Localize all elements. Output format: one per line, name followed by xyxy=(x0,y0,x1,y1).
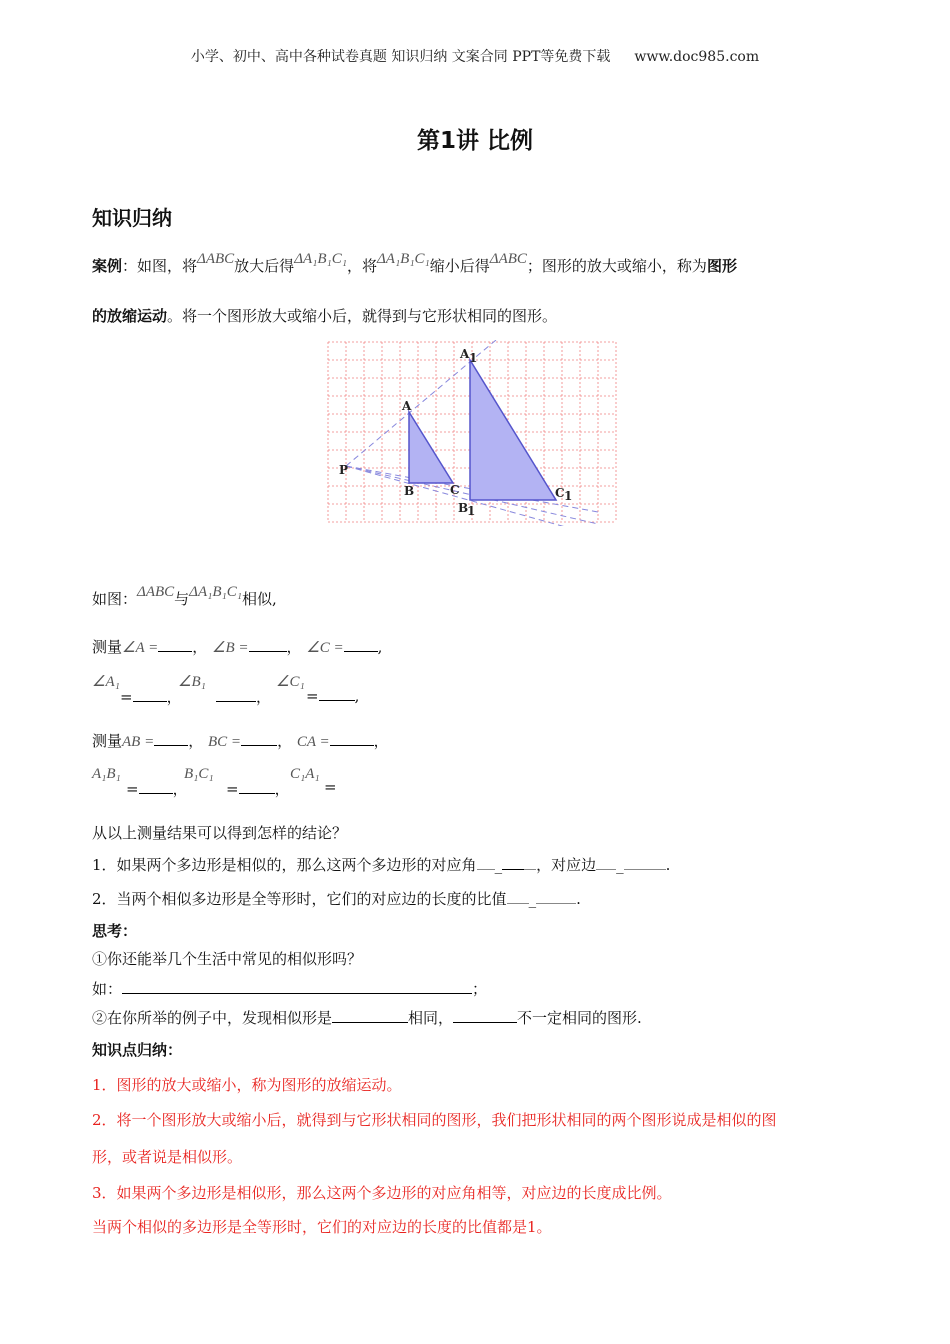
math-abc-2: ΔABC xyxy=(489,251,527,267)
label-b1: B xyxy=(458,501,469,515)
blank-think-q1[interactable] xyxy=(122,979,472,994)
measure-seg-c1a1-eq xyxy=(324,778,337,796)
conclusion-2 xyxy=(92,888,581,909)
similar-line xyxy=(92,584,277,609)
bold-term-2: 的放缩运动 xyxy=(92,307,168,325)
think-q1-answer xyxy=(92,978,487,999)
example-label: 案例 xyxy=(92,257,123,275)
think-q1: ①你还能举几个生活中常见的相似形吗？ xyxy=(92,950,363,968)
similar-triangles-figure xyxy=(326,340,618,530)
summary-item-2-cont: 形，或者说是相似形。 xyxy=(92,1148,243,1166)
summary-item-2: 2．将一个图形放大或缩小后，就得到与它形状相同的图形，我们把形状相同的两个图形说成是相似的图 xyxy=(92,1111,777,1129)
blank-conclusion-1a-left[interactable] xyxy=(477,855,495,870)
blank-conclusion-2-left[interactable] xyxy=(507,889,529,904)
example-text-a: ：如图，将 xyxy=(122,257,198,275)
blank-think-q2-a[interactable] xyxy=(332,1008,408,1023)
blank-ab[interactable] xyxy=(154,731,188,746)
think-q1-end: ； xyxy=(472,980,488,998)
comma: ， xyxy=(166,688,182,706)
measure-angles-row-2 xyxy=(92,672,120,691)
label-p: P xyxy=(339,463,349,477)
label-a1: A xyxy=(460,347,470,361)
math-a1b1c1-2: ΔA₁B₁C₁ xyxy=(376,251,430,267)
measure-angles-row-1 xyxy=(92,636,382,657)
blank-angle-b1[interactable] xyxy=(216,687,256,702)
angle-c: ∠C = xyxy=(306,640,344,656)
example-line-2 xyxy=(92,305,557,326)
label-b1-sub: 1 xyxy=(467,504,476,518)
blank-think-q2-b[interactable] xyxy=(453,1008,517,1023)
summary-item-1: 1．图形的放大或缩小，称为图形的放缩运动。 xyxy=(92,1076,402,1094)
segment-ca: CA = xyxy=(296,734,330,750)
blank-angle-a[interactable] xyxy=(158,637,192,652)
measure-seg-a1b1 xyxy=(92,764,121,783)
similar-suffix: 相似, xyxy=(241,590,277,608)
triangle-abc xyxy=(409,412,453,483)
comma: , xyxy=(377,638,383,656)
think-q2-b: 相同， xyxy=(408,1009,454,1027)
measure-seg-b1c1-blank xyxy=(226,778,290,799)
comma: ， xyxy=(188,732,204,750)
conclusion-1-mark-1: _ xyxy=(494,856,503,874)
segment-b1c1: B₁C₁ xyxy=(184,766,214,782)
conclusion-1 xyxy=(92,854,670,875)
label-a: A xyxy=(402,399,412,413)
example-line-1 xyxy=(92,251,737,276)
math-a1b1c1: ΔA₁B₁C₁ xyxy=(294,251,347,267)
comma: ， xyxy=(274,780,290,798)
triangle-a1b1c1 xyxy=(470,360,556,500)
blank-conclusion-1b-left[interactable] xyxy=(596,855,616,870)
measure-angle-c1-blank xyxy=(306,686,359,705)
label-c: C xyxy=(450,483,460,497)
conclusion-1-text-a: 如果两个多边形是相似的，那么这两个多边形的对应角 xyxy=(116,856,477,874)
math-a1b1c1-3: ΔA₁B₁C₁ xyxy=(189,584,242,600)
math-abc-3: ΔABC xyxy=(137,584,175,600)
summary-item-3: 3．如果两个多边形是相似形，那么这两个多边形的对应角相等，对应边的长度成比例。 xyxy=(92,1184,672,1202)
blank-a1b1[interactable] xyxy=(139,779,173,794)
blank-conclusion-1a-right[interactable] xyxy=(524,855,536,870)
blank-angle-c1[interactable] xyxy=(319,686,355,701)
angle-a1: ∠A₁ xyxy=(92,674,120,690)
conclusion-2-num: 2． xyxy=(92,890,117,908)
conclusion-1-text-b: ，对应边 xyxy=(536,856,597,874)
measure-angle-b1 xyxy=(178,672,206,691)
conclusion-1-end: . xyxy=(665,856,671,874)
measure-segments-row-1 xyxy=(92,730,389,751)
equals: = xyxy=(324,778,337,796)
bold-term-1: 图形 xyxy=(706,257,737,275)
example-text-e: ；图形的放大或缩小，称为 xyxy=(526,257,707,275)
segment-bc: BC = xyxy=(208,734,242,750)
blank-bc[interactable] xyxy=(241,731,277,746)
measure-label: 测量 xyxy=(92,638,123,656)
blank-conclusion-1b[interactable] xyxy=(624,855,666,870)
equals: = xyxy=(126,780,139,798)
segment-c1a1: C₁A₁ xyxy=(290,766,320,782)
summary-title: 知识点归纳： xyxy=(92,1041,183,1059)
example-text-c: ，将 xyxy=(346,257,377,275)
think-q2-c: 不一定相同的图形. xyxy=(517,1009,642,1027)
blank-angle-c[interactable] xyxy=(344,637,378,652)
label-b: B xyxy=(404,484,415,498)
measure-label: 测量 xyxy=(92,732,123,750)
summary-item-4: 当两个相似的多边形是全等形时，它们的对应边的长度的比值都是1。 xyxy=(92,1218,552,1236)
header-text: 小学、初中、高中各种试卷真题 知识归纳 文案合同 PPT等免费下载 xyxy=(190,49,611,65)
label-c1: C xyxy=(555,486,565,500)
angle-a: ∠A = xyxy=(122,640,159,656)
measure-seg-a1b1-blank xyxy=(126,778,188,799)
blank-angle-b[interactable] xyxy=(249,637,287,652)
comma: ， xyxy=(192,638,208,656)
figure-svg xyxy=(326,340,618,526)
comma: ， xyxy=(373,732,389,750)
segment-ab: AB = xyxy=(122,734,155,750)
page-header xyxy=(0,46,950,66)
blank-ca[interactable] xyxy=(330,731,374,746)
conclusion-1-mark-2: _ xyxy=(616,856,624,874)
measure-seg-b1c1 xyxy=(184,764,214,783)
conclusion-1-num: 1． xyxy=(92,856,117,874)
measure-angle-b1-blank xyxy=(216,686,271,707)
label-c1-sub: 1 xyxy=(564,489,573,503)
blank-b1c1[interactable] xyxy=(239,779,275,794)
think-title: 思考： xyxy=(92,922,138,940)
think-q1-prefix: 如： xyxy=(92,980,123,998)
blank-conclusion-1a[interactable] xyxy=(502,855,524,870)
conclusion-2-mark: _ xyxy=(528,890,537,908)
comma: ， xyxy=(286,638,302,656)
header-url[interactable]: www.doc985.com xyxy=(634,49,760,65)
similar-mid: 与 xyxy=(174,590,190,608)
equals: = xyxy=(306,687,319,705)
conclusion-2-text-a: 当两个相似多边形是全等形时，它们的对应边的长度的比值 xyxy=(116,890,507,908)
comma: ， xyxy=(172,780,188,798)
conclusion-2-end: . xyxy=(576,890,581,908)
think-q2 xyxy=(92,1007,642,1028)
segment-a1b1: A₁B₁ xyxy=(92,766,121,782)
example-text-d: 缩小后得 xyxy=(429,257,490,275)
similar-prefix: 如图： xyxy=(92,590,138,608)
angle-b: ∠B = xyxy=(212,640,249,656)
equals: = xyxy=(120,688,133,706)
comma: , xyxy=(354,687,360,705)
section-title: 知识归纳 xyxy=(92,206,172,230)
comma: ， xyxy=(277,732,293,750)
angle-c1: ∠C₁ xyxy=(276,674,305,690)
comma: ， xyxy=(256,688,272,706)
page-title: 第1讲 比例 xyxy=(416,128,533,154)
math-abc: ΔABC xyxy=(197,251,235,267)
angle-b1: ∠B₁ xyxy=(178,674,206,690)
measure-angles-row-2b xyxy=(120,686,182,707)
measure-seg-c1a1 xyxy=(290,764,320,783)
label-a1-sub: 1 xyxy=(469,351,478,365)
question-text: 从以上测量结果可以得到怎样的结论？ xyxy=(92,824,348,842)
example-text-b: 放大后得 xyxy=(234,257,295,275)
example-text-f: 。将一个图形放大或缩小后，就得到与它形状相同的图形。 xyxy=(167,307,558,325)
equals: = xyxy=(226,780,239,798)
blank-conclusion-2[interactable] xyxy=(536,889,576,904)
blank-angle-a1[interactable] xyxy=(133,687,167,702)
measure-angle-c1 xyxy=(276,672,305,691)
think-q2-a: ②在你所举的例子中，发现相似形是 xyxy=(92,1009,333,1027)
